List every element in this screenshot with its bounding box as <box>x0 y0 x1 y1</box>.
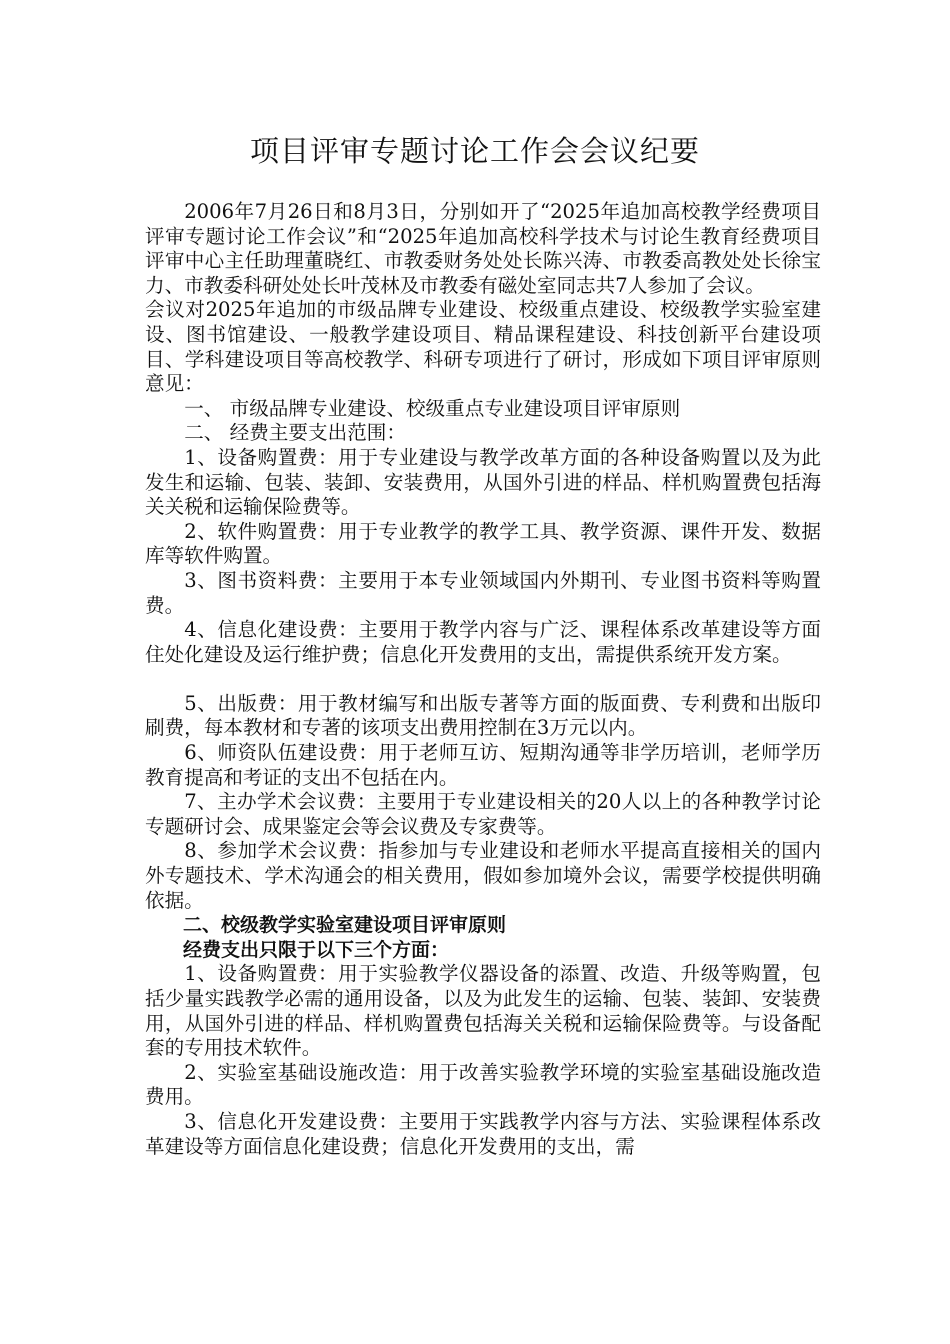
list-item-software: 2、软件购置费：用于专业教学的教学工具、教学资源、课件开发、数据库等软件购置。 <box>145 519 821 568</box>
document-title: 项目评审专题讨论工作会会议纪要 <box>249 134 700 168</box>
list-item-lab-infrastructure: 2、实验室基础设施改造：用于改善实验教学环境的实验室基础设施改造费用。 <box>145 1060 821 1109</box>
paragraph-meeting-intro: 2006年7月26日和8月3日，分别如开了“2025年追加高校教学经费项目评审专题讨论工作会议”和“2025年追加高校科学技术与讨论生教育经费项目评审中心主任助理董晓红、市教委财务处处长陈兴涛、市教委高教处处长徐宝力、市教委科研处处长叶茂林及市教委有磁处室同志共7人参加了会议。 <box>145 200 821 297</box>
heading-lab-construction: 二、校级教学实验室建设项目评审原则 <box>183 914 507 937</box>
list-item-equipment: 1、设备购置费：用于专业建设与教学改革方面的各种设备购置以及为此发生和运输、包装、装卸、安装费用，从国外引进的样品、样机购置费包括海关关税和运输保险费等。 <box>145 445 821 519</box>
list-item-informatization: 4、信息化建设费：主要用于教学内容与广泛、课程体系改革建设等方面住处化建设及运行维护费；信息化开发费用的支出，需提供系统开发方案。 <box>145 618 821 666</box>
heading-section-two: 二、 经费主要支出范围： <box>184 421 406 445</box>
blank-line <box>145 667 821 692</box>
list-item-attend-conference: 8、参加学术会议费：指参加与专业建设和老师水平提高直接相关的国内外专题技术、学术沟通会的相关费用，假如参加境外会议，需要学校提供明确依据。 <box>145 839 821 912</box>
list-item-lab-informatization: 3、信息化开发建设费：主要用于实践教学内容与方法、实验课程体系改革建设等方面信息化建设费；信息化开发费用的支出，需 <box>145 1109 821 1158</box>
heading-section-one: 一、 市级品牌专业建设、校级重点专业建设项目评审原则 <box>184 396 681 420</box>
list-item-lab-equipment: 1、设备购置费：用于实验教学仪器设备的添置、改造、升级等购置，包括少量实践教学必需的通用设备，以及为此发生的运输、包装、装卸、安装费用，从国外引进的样品、样机购置费包括海关关税和运输保险费等。与设备配套的专用技术软件。 <box>145 962 821 1060</box>
heading-expense-limits: 经费支出只限于以下三个方面： <box>183 938 450 961</box>
paragraph-meeting-scope: 会议对2025年追加的市级品牌专业建设、校级重点建设、校级教学实验室建设、图书馆建设、一般教学建设项目、精品课程建设、科技创新平台建设项目、学科建设项目等高校教学、科研专项进行了研讨，形成如下项目评审原则意见： <box>145 298 821 396</box>
list-item-books: 3、图书资料费：主要用于本专业领域国内外期刊、专业图书资料等购置费。 <box>145 568 821 617</box>
list-item-publishing: 5、出版费：用于教材编写和出版专著等方面的版面费、专利费和出版印刷费，每本教材和专著的该项支出费用控制在3万元以内。 <box>145 691 821 740</box>
list-item-host-conference: 7、主办学术会议费：主要用于专业建设相关的20人以上的各种教学讨论专题研讨会、成果鉴定会等会议费及专家费等。 <box>145 790 821 838</box>
document-body <box>145 200 821 1159</box>
list-item-faculty: 6、师资队伍建设费：用于老师互访、短期沟通等非学历培训，老师学历教育提高和考证的支出不包括在内。 <box>145 741 821 789</box>
